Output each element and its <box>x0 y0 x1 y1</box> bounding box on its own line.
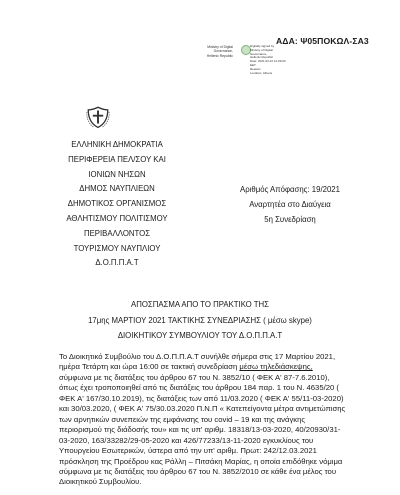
document-heading <box>40 297 360 344</box>
diavgeia-note: Αναρτητέα στο Διαύγεια <box>249 199 331 209</box>
greek-emblem-icon <box>85 104 111 130</box>
body-line: ΦΕΚ Α' 167/30.10.2019), τις διατάξεις των από 11/03.2020 ( ΦΕΚ Α' 55/11-03-2020) <box>59 393 344 403</box>
session-number: 5η Συνεδρίαση <box>264 214 316 224</box>
signature-issuer <box>187 45 233 58</box>
org-line: ΑΘΛΗΤΙΣΜΟΥ ΠΟΛΙΤΙΣΜΟΥ <box>66 213 168 223</box>
heading-line: 17μης ΜΑΡΤΙΟΥ 2021 ΤΑΚΤΙΚΗΣ ΣΥΝΕΔΡΙΑΣΗΣ ( μέσω skype) <box>88 315 312 325</box>
org-line: Δ.Ο.Π.Π.Α.Τ <box>95 258 139 268</box>
body-line: 03-2020, 163/33282/29-05-2020 και 426/77233/13-11-2020 εγκυκλίους του <box>59 435 314 445</box>
org-line: ΔΗΜΟΤΙΚΟΣ ΟΡΓΑΝΙΣΜΟΣ <box>67 199 167 209</box>
signature-detail-line: Ministry of Digital <box>250 47 273 52</box>
heading-line: ΔΙΟΙΚΗΤΙΚΟΥ ΣΥΜΒΟΥΛΙΟΥ ΤΟΥ Δ.Ο.Π.Π.Α.Τ <box>117 331 283 340</box>
body-line: σύμφωνα με τις διατάξεις του άρθρου 67 του Ν. 3852/2010 σε κάθε ένα μέλος του <box>59 466 337 476</box>
body-line: και 30/03.2020, ( ΦΕΚ Α' 75/30.03.2020 Π.Ν.Π « Κατεπείγοντα μέτρα αντιμετώπισης <box>59 404 346 414</box>
body-line: Διοικητικού Συμβουλίου. <box>59 477 142 487</box>
heading-line: ΑΠΟΣΠΑΣΜΑ ΑΠΟ ΤΟ ΠΡΑΚΤΙΚΟ ΤΗΣ <box>131 300 269 309</box>
org-line: ΔΗΜΟΣ ΝΑΥΠΛΙΕΩΝ <box>79 184 155 194</box>
body-line: Το Διοικητικό Συμβούλιο του Δ.Ο.Π.Π.Α.Τ συνήλθε σήμερα στις 17 Μαρτίου 2021, <box>59 352 336 361</box>
signature-issuer-line: Ministry of Digital <box>207 45 233 49</box>
org-line: ΤΟΥΡΙΣΜΟΥ ΝΑΥΠΛΙΟΥ <box>73 243 161 253</box>
decision-info <box>230 183 350 227</box>
body-line: περιορισμού της διάδοσής του» και τις υπ' αριθμ. 18318/13-03-2020, 40/20930/31- <box>59 425 341 435</box>
body-line: σύμφωνα με τις διατάξεις του άρθρου 67 του Ν. 3852/10 ( ΦΕΚ Α' 87-7.6.2010), <box>59 372 330 382</box>
body-line: των αρνητικών συνεπειών της εμφάνισης του covid – 19 και της ανάγκης <box>59 414 306 424</box>
signature-detail-line: Hellenic Republic <box>250 55 274 60</box>
org-line: ΠΕΡΙΒΑΛΛΟΝΤΟΣ <box>83 228 151 238</box>
organization-header <box>52 138 182 271</box>
decision-number: Αριθμός Απόφασης: 19/2021 <box>240 185 340 194</box>
org-line: ΠΕΡΙΦΕΡΕΙΑ ΠΕΛ/ΣΟΥ ΚΑΙ <box>68 154 166 164</box>
teleconference-underlined: μέσω τηλεδιάσκεψης, <box>239 362 313 372</box>
signature-detail-line: Location: Athens <box>250 70 273 75</box>
signature-detail-line: Date: 2021.03.22 14:09:03 <box>250 59 286 64</box>
body-line <box>59 362 359 372</box>
signature-issuer-line: Governance, <box>213 49 233 54</box>
org-line: ΙΟΝΙΩΝ ΝΗΣΩΝ <box>88 169 146 179</box>
signature-detail-line: Governance, <box>250 51 268 56</box>
body-line-text: ημέρα Τετάρτη και ώρα 16:00 σε τακτική συνεδρίαση <box>59 362 240 372</box>
org-line: ΕΛΛΗΝΙΚΗ ΔΗΜΟΚΡΑΤΙΑ <box>71 140 163 149</box>
signature-detail-line: EET <box>250 62 256 67</box>
signature-detail-line: Digitally signed by <box>250 44 275 48</box>
body-line: Υπουργείου Εσωτερικών, ύστερα από την υπ' αριθμ. Πρωτ: 242/12.03.2021 <box>59 446 317 456</box>
signature-issuer-line: Hellenic Republic <box>206 53 233 58</box>
body-line: πρόσκληση της Προέδρου κας Ράλλη – Πιτσάκη Μαρίας, η οποία επιδόθηκε νόμιμα <box>59 456 343 466</box>
ada-code: ΑΔΑ: Ψ05ΠΟΚΩΛ-ΣΑ3 <box>276 36 369 46</box>
signature-details <box>250 45 290 75</box>
signature-detail-line: Reason: <box>250 66 262 71</box>
body-line: όπως έχει τροποποιηθεί από τις διατάξεις του άρθρου 184 παρ. 1 του Ν. 4635/20 ( <box>59 383 339 393</box>
body-paragraph <box>59 352 359 488</box>
